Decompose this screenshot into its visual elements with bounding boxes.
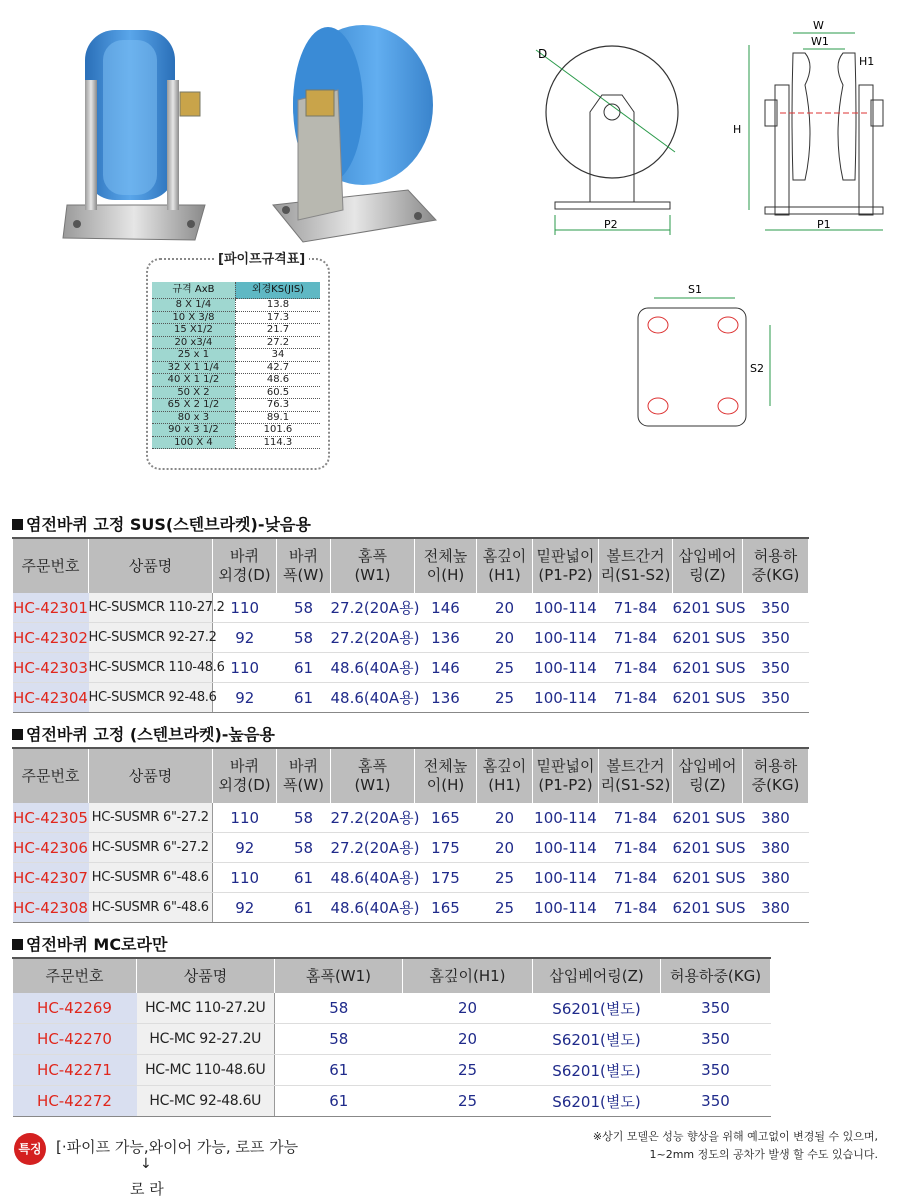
column-header: 바퀴 폭(W) — [277, 538, 331, 593]
spec-value: 61 — [277, 863, 331, 893]
order-number: HC-42269 — [13, 993, 137, 1024]
pipe-header: 규격 AxB — [152, 282, 235, 299]
pipe-size-cell: 100 X 4 — [152, 436, 235, 449]
spec-value: 110 — [213, 863, 277, 893]
table-row — [13, 683, 809, 713]
column-header: 주문번호 — [13, 538, 89, 593]
pipe-od-cell: 89.1 — [235, 411, 320, 424]
note-line: ※상기 모델은 성능 향상을 위해 예고없이 변경될 수 있으며, — [592, 1130, 878, 1143]
pipe-size-cell: 8 X 1/4 — [152, 299, 235, 312]
label-w1: W1 — [811, 35, 829, 48]
table-row — [13, 653, 809, 683]
table-row — [13, 833, 809, 863]
spec-value: 100-114 — [533, 833, 599, 863]
product-name: HC-SUSMR 6"-48.6 — [89, 863, 213, 893]
label-s1: S1 — [688, 283, 702, 296]
drawing-base-plate — [630, 280, 780, 440]
pipe-row — [152, 324, 320, 337]
pipe-size-cell: 15 X1/2 — [152, 324, 235, 337]
pipe-size-cell: 20 x3/4 — [152, 336, 235, 349]
label-h: H — [733, 123, 742, 136]
table-row — [13, 803, 809, 833]
column-header: 상품명 — [137, 958, 275, 993]
spec-value: 48.6(40A용) — [331, 683, 415, 713]
spec-value: 61 — [277, 683, 331, 713]
spec-value: 350 — [661, 993, 771, 1024]
spec-value: 380 — [743, 833, 809, 863]
spec-value: 100-114 — [533, 653, 599, 683]
column-header: 삽입베어 링(Z) — [673, 748, 743, 803]
spec-value: 6201 SUS — [673, 803, 743, 833]
spec-value: 27.2(20A용) — [331, 833, 415, 863]
column-header: 허용하 중(KG) — [743, 748, 809, 803]
spec-value: 58 — [277, 593, 331, 623]
section-title-high — [12, 722, 275, 745]
column-header: 홈깊이(H1) — [403, 958, 533, 993]
spec-value: 165 — [415, 893, 477, 923]
label-s2: S2 — [750, 362, 764, 375]
column-header: 삽입베어링(Z) — [533, 958, 661, 993]
pipe-row — [152, 411, 320, 424]
table-row — [13, 623, 809, 653]
spec-value: 71-84 — [599, 653, 673, 683]
spec-value: 71-84 — [599, 833, 673, 863]
pipe-od-cell: 27.2 — [235, 336, 320, 349]
order-number: HC-42302 — [13, 623, 89, 653]
pipe-row — [152, 386, 320, 399]
feature-text: [·파이프 가능,와이어 가능, 로프 가능 — [56, 1138, 299, 1156]
spec-value: 6201 SUS — [673, 623, 743, 653]
spec-value: 350 — [743, 683, 809, 713]
spec-value: 110 — [213, 593, 277, 623]
spec-value: 6201 SUS — [673, 833, 743, 863]
pipe-size-cell: 25 x 1 — [152, 349, 235, 362]
spec-value: 100-114 — [533, 623, 599, 653]
spec-value: 350 — [743, 593, 809, 623]
pipe-size-cell: 50 X 2 — [152, 386, 235, 399]
order-number: HC-42270 — [13, 1024, 137, 1055]
spec-value: 25 — [403, 1055, 533, 1086]
spec-value: 175 — [415, 833, 477, 863]
spec-value: 175 — [415, 863, 477, 893]
column-header: 바퀴 외경(D) — [213, 748, 277, 803]
section-title-low — [12, 512, 311, 535]
table-header-row — [13, 748, 809, 803]
spec-value: 100-114 — [533, 803, 599, 833]
spec-value: 350 — [661, 1024, 771, 1055]
spec-value: 48.6(40A용) — [331, 653, 415, 683]
table-row — [13, 1086, 771, 1117]
pipe-od-cell: 48.6 — [235, 374, 320, 387]
spec-value: 146 — [415, 653, 477, 683]
spec-value: 146 — [415, 593, 477, 623]
spec-value: S6201(별도) — [533, 1086, 661, 1117]
spec-value: 71-84 — [599, 893, 673, 923]
section-title-text: 염전바퀴 고정 (스텐브라켓)-높음용 — [26, 725, 275, 744]
spec-table-high — [12, 747, 809, 923]
spec-value: 100-114 — [533, 683, 599, 713]
pipe-size-cell: 65 X 2 1/2 — [152, 399, 235, 412]
pipe-row — [152, 336, 320, 349]
spec-value: 100-114 — [533, 863, 599, 893]
spec-value: 71-84 — [599, 683, 673, 713]
spec-value: 20 — [477, 593, 533, 623]
spec-value: 25 — [477, 653, 533, 683]
column-header: 홈깊이 (H1) — [477, 748, 533, 803]
column-header: 밑판넓이 (P1-P2) — [533, 538, 599, 593]
pipe-spec-title: [파이프규격표] — [214, 248, 309, 267]
order-number: HC-42301 — [13, 593, 89, 623]
arrow-down-icon: ↓ — [140, 1156, 152, 1172]
order-number: HC-42305 — [13, 803, 89, 833]
pipe-od-cell: 114.3 — [235, 436, 320, 449]
order-number: HC-42304 — [13, 683, 89, 713]
pipe-row — [152, 311, 320, 324]
feature-badge: 특징 — [14, 1133, 46, 1165]
pipe-size-cell: 90 x 3 1/2 — [152, 424, 235, 437]
spec-value: S6201(별도) — [533, 1024, 661, 1055]
product-name: HC-SUSMCR 92-48.6 — [89, 683, 213, 713]
spec-value: 136 — [415, 683, 477, 713]
pipe-od-cell: 17.3 — [235, 311, 320, 324]
label-p1: P1 — [817, 218, 831, 231]
pipe-od-cell: 76.3 — [235, 399, 320, 412]
spec-value: 27.2(20A용) — [331, 623, 415, 653]
spec-value: 20 — [403, 1024, 533, 1055]
pipe-size-cell: 40 X 1 1/2 — [152, 374, 235, 387]
spec-value: 350 — [743, 623, 809, 653]
drawing-front-view — [725, 15, 885, 240]
table-row — [13, 863, 809, 893]
product-name: HC-SUSMCR 110-48.6 — [89, 653, 213, 683]
spec-value: 350 — [661, 1086, 771, 1117]
product-name: HC-SUSMR 6"-48.6 — [89, 893, 213, 923]
spec-value: 48.6(40A용) — [331, 893, 415, 923]
pipe-row — [152, 349, 320, 362]
order-number: HC-42306 — [13, 833, 89, 863]
spec-value: 92 — [213, 833, 277, 863]
product-name: HC-SUSMR 6"-27.2 — [89, 803, 213, 833]
spec-value: 6201 SUS — [673, 683, 743, 713]
spec-value: 92 — [213, 623, 277, 653]
product-photo-high — [268, 20, 443, 245]
table-header-row — [13, 538, 809, 593]
column-header: 상품명 — [89, 748, 213, 803]
column-header: 주문번호 — [13, 748, 89, 803]
product-name: HC-SUSMCR 110-27.2 — [89, 593, 213, 623]
spec-value: 136 — [415, 623, 477, 653]
roller-label: 로 라 — [130, 1180, 164, 1198]
pipe-od-cell: 60.5 — [235, 386, 320, 399]
section-title-text: 염전바퀴 MC로라만 — [26, 935, 168, 954]
column-header: 전체높 이(H) — [415, 748, 477, 803]
pipe-row — [152, 374, 320, 387]
product-name: HC-MC 92-48.6U — [137, 1086, 275, 1117]
column-header: 바퀴 폭(W) — [277, 748, 331, 803]
column-header: 허용하중(KG) — [661, 958, 771, 993]
spec-value: 100-114 — [533, 893, 599, 923]
spec-value: 48.6(40A용) — [331, 863, 415, 893]
column-header: 홈폭 (W1) — [331, 538, 415, 593]
table-row — [13, 1055, 771, 1086]
spec-value: 61 — [277, 653, 331, 683]
spec-value: 71-84 — [599, 623, 673, 653]
column-header: 홈깊이 (H1) — [477, 538, 533, 593]
column-header: 밑판넓이 (P1-P2) — [533, 748, 599, 803]
column-header: 삽입베어 링(Z) — [673, 538, 743, 593]
spec-value: 380 — [743, 893, 809, 923]
pipe-size-cell: 10 X 3/8 — [152, 311, 235, 324]
drawing-side-view — [530, 40, 700, 240]
product-name: HC-MC 110-48.6U — [137, 1055, 275, 1086]
order-number: HC-42271 — [13, 1055, 137, 1086]
label-w: W — [813, 19, 824, 32]
column-header: 홈폭 (W1) — [331, 748, 415, 803]
spec-table-roller — [12, 957, 771, 1117]
pipe-row — [152, 436, 320, 449]
spec-value: 20 — [477, 803, 533, 833]
product-name: HC-SUSMR 6"-27.2 — [89, 833, 213, 863]
table-row — [13, 593, 809, 623]
product-name: HC-SUSMCR 92-27.2 — [89, 623, 213, 653]
spec-value: 61 — [275, 1055, 403, 1086]
spec-value: 58 — [275, 1024, 403, 1055]
label-p2: P2 — [604, 218, 618, 231]
spec-value: 25 — [477, 893, 533, 923]
pipe-spec-table — [152, 282, 320, 449]
spec-value: 58 — [277, 833, 331, 863]
pipe-row — [152, 399, 320, 412]
disclaimer-note — [593, 1128, 878, 1164]
pipe-row — [152, 361, 320, 374]
column-header: 상품명 — [89, 538, 213, 593]
spec-value: 25 — [477, 863, 533, 893]
spec-value: 6201 SUS — [673, 653, 743, 683]
spec-value: 350 — [743, 653, 809, 683]
order-number: HC-42308 — [13, 893, 89, 923]
table-header-row — [13, 958, 771, 993]
pipe-row — [152, 424, 320, 437]
order-number: HC-42307 — [13, 863, 89, 893]
pipe-od-cell: 42.7 — [235, 361, 320, 374]
pipe-od-cell: 21.7 — [235, 324, 320, 337]
spec-value: 61 — [277, 893, 331, 923]
section-title-roller — [12, 932, 167, 955]
order-number: HC-42303 — [13, 653, 89, 683]
product-photo-low — [55, 20, 215, 245]
spec-value: 71-84 — [599, 863, 673, 893]
pipe-od-cell: 13.8 — [235, 299, 320, 312]
pipe-od-cell: 34 — [235, 349, 320, 362]
pipe-size-cell: 80 x 3 — [152, 411, 235, 424]
spec-value: 27.2(20A용) — [331, 803, 415, 833]
spec-value: 25 — [477, 683, 533, 713]
pipe-od-cell: 101.6 — [235, 424, 320, 437]
column-header: 전체높 이(H) — [415, 538, 477, 593]
label-d: D — [538, 47, 548, 61]
spec-value: 58 — [277, 803, 331, 833]
spec-value: 20 — [477, 623, 533, 653]
product-name: HC-MC 110-27.2U — [137, 993, 275, 1024]
column-header: 볼트간거 리(S1-S2) — [599, 538, 673, 593]
spec-value: 165 — [415, 803, 477, 833]
spec-value: S6201(별도) — [533, 1055, 661, 1086]
spec-value: 380 — [743, 803, 809, 833]
spec-value: 20 — [477, 833, 533, 863]
product-name: HC-MC 92-27.2U — [137, 1024, 275, 1055]
spec-value: 6201 SUS — [673, 893, 743, 923]
spec-value: 20 — [403, 993, 533, 1024]
column-header: 허용하 중(KG) — [743, 538, 809, 593]
spec-table-low — [12, 537, 809, 713]
spec-value: 350 — [661, 1055, 771, 1086]
column-header: 홈폭(W1) — [275, 958, 403, 993]
spec-value: 58 — [277, 623, 331, 653]
spec-value: 6201 SUS — [673, 863, 743, 893]
spec-value: 71-84 — [599, 593, 673, 623]
order-number: HC-42272 — [13, 1086, 137, 1117]
spec-value: 110 — [213, 653, 277, 683]
spec-value: 61 — [275, 1086, 403, 1117]
pipe-size-cell: 32 X 1 1/4 — [152, 361, 235, 374]
table-row — [13, 893, 809, 923]
spec-value: 100-114 — [533, 593, 599, 623]
spec-value: 71-84 — [599, 803, 673, 833]
spec-value: 92 — [213, 893, 277, 923]
table-row — [13, 1024, 771, 1055]
spec-value: 380 — [743, 863, 809, 893]
note-line: 1~2mm 정도의 공차가 발생 할 수도 있습니다. — [649, 1148, 878, 1161]
pipe-header: 외경KS(JIS) — [235, 282, 320, 299]
column-header: 주문번호 — [13, 958, 137, 993]
spec-value: S6201(별도) — [533, 993, 661, 1024]
section-title-text: 염전바퀴 고정 SUS(스텐브라켓)-낮음용 — [26, 515, 311, 534]
pipe-row — [152, 299, 320, 312]
spec-value: 92 — [213, 683, 277, 713]
spec-value: 110 — [213, 803, 277, 833]
spec-value: 27.2(20A용) — [331, 593, 415, 623]
label-h1: H1 — [859, 55, 875, 68]
spec-value: 25 — [403, 1086, 533, 1117]
column-header: 볼트간거 리(S1-S2) — [599, 748, 673, 803]
column-header: 바퀴 외경(D) — [213, 538, 277, 593]
table-row — [13, 993, 771, 1024]
spec-value: 6201 SUS — [673, 593, 743, 623]
spec-value: 58 — [275, 993, 403, 1024]
